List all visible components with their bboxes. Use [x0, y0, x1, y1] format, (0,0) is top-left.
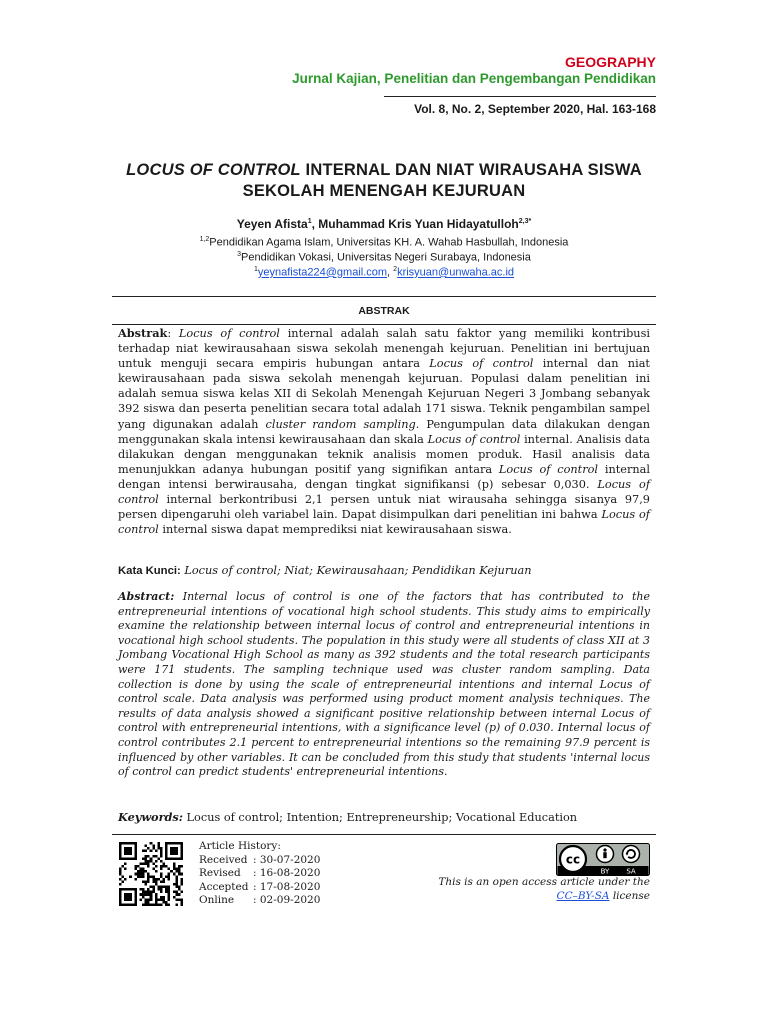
- email-2-sup: 2: [393, 266, 398, 273]
- author-2-sup: 2,3*: [518, 218, 532, 225]
- abstract-heading-box: [112, 296, 656, 325]
- abstrak-italic: Locus of control: [498, 462, 599, 476]
- email-separator: ,: [387, 266, 394, 279]
- history-row: [199, 894, 320, 908]
- abstrak-text: internal dan niat kewirausahaan pada siswa sekolah menengah kejuruan. Populasi dalam penelitian ini adalah semua siswa kelas XII di Sekolah Menengah Kejuruan Negeri 3 Jombang sebanyak 392 siswa dan peserta penelitian secara total adalah 171 siswa. Teknik pengambilan sampel yang digunakan adalah: [118, 357, 650, 431]
- license-line-2: [438, 889, 650, 903]
- keywords: [118, 810, 577, 824]
- history-row: [199, 881, 320, 895]
- abstrak-italic: cluster random sampling: [265, 417, 416, 431]
- abstrak-label: Abstrak: [118, 326, 168, 340]
- kata-kunci: [118, 564, 532, 577]
- abstrak-italic: Locus of control: [178, 327, 280, 340]
- abstrak-text: :: [167, 327, 179, 340]
- abstrak-text: internal siswa dapat memprediksi niat kewirausahaan siswa.: [158, 523, 512, 537]
- history-key: Accepted: [199, 880, 249, 893]
- history-value: : 16-08-2020: [253, 867, 321, 880]
- abstrak-text: internal dengan intensi berwirausaha, dengan tingkat signifikansi (p) sebesar 0,030.: [118, 462, 650, 491]
- abstrak-text: . Pengumpulan data dilakukan dengan menggunakan skala intensi kewirausahaan dan skala: [118, 417, 650, 446]
- abstrak-italic: Locus of control: [118, 477, 650, 507]
- email-1-sup: 1: [253, 266, 258, 273]
- license-line-1: This is an open access article under the: [438, 876, 650, 888]
- qr-code-icon[interactable]: [119, 842, 183, 906]
- email-2-link[interactable]: krisyuan@unwaha.ac.id: [397, 266, 515, 279]
- history-title: Article History:: [199, 840, 281, 852]
- abstrak-text: internal adalah salah satu faktor yang memiliki kontribusi terhadap niat kewirausahaan siswa sekolah menengah kejuruan. Penelitian ini bertujuan untuk menguji secara empiris hubungan antara: [118, 327, 650, 371]
- author-1: Yeyen Afista: [236, 217, 308, 231]
- abstract-heading: ABSTRAK: [358, 305, 410, 317]
- creative-commons-badge[interactable]: [556, 843, 650, 876]
- email-1-link[interactable]: yeynafista224@gmail.com: [257, 266, 388, 279]
- emails: [112, 266, 656, 279]
- issue-info: Vol. 8, No. 2, September 2020, Hal. 163-168: [414, 102, 656, 116]
- abstrak-paragraph: [118, 326, 650, 537]
- title-line2: SEKOLAH MENENGAH KEJURUAN: [242, 182, 526, 200]
- license-line-2-rest: license: [609, 890, 650, 902]
- history-key: Received: [199, 853, 248, 866]
- history-value: : 17-08-2020: [253, 880, 321, 893]
- affiliation-1-text: Pendidikan Agama Islam, Universitas KH. A. Wahab Hasbullah, Indonesia: [209, 236, 569, 249]
- kata-kunci-value: Locus of control; Niat; Kewirausahaan; Pendidikan Kejuruan: [180, 564, 532, 577]
- history-key: Online: [199, 894, 235, 907]
- sa-label: SA: [626, 867, 636, 876]
- abstract-en-label: Abstract:: [118, 590, 175, 603]
- abstract-en-text: Internal locus of control is one of the factors that has contributed to the entrepreneurial intentions of vocational high school students. This study aims to empirically examine the relationship between internal locus of control and entrepreneurial intentions in vocational high school students. The population in this study were all students of class XII at 3 Jombang Vocational High School as many as 392 students and the total research participants were 171 students. The sampling technique used was cluster random sampling. Data collection is done by using the scale of entrepreneurial intentions and internal Locus of control scale. Data analysis was performed using product moment analysis techniques. The results of data analysis showed a significant positive relationship between internal Locus of control with entrepreneurial intentions, with a significance level (p) of 0.030. Internal locus of control contributes 2.1 percent to entrepreneurial intentions so the remaining 97.9 percent is influenced by other variables. It can be concluded from this study that students 'internal locus of control can predict students' entrepreneurial intentions.: [118, 590, 650, 779]
- author-separator: ,: [311, 217, 319, 231]
- journal-subtitle: Jurnal Kajian, Penelitian dan Pengembangan Pendidikan: [292, 71, 656, 86]
- authors: [112, 217, 656, 231]
- history-value: : 02-09-2020: [253, 894, 321, 907]
- header-rule: [384, 96, 656, 97]
- affiliation-1: [112, 236, 656, 249]
- history-row: [199, 854, 320, 868]
- article-history: [199, 840, 320, 908]
- footer-rule: [112, 834, 656, 835]
- history-value: : 30-07-2020: [253, 853, 321, 866]
- abstrak-italic: Locus of control: [427, 432, 521, 446]
- history-row: [199, 867, 320, 881]
- history-key: Revised: [199, 867, 241, 880]
- abstrak-text: internal berkontribusi 2,1 persen untuk niat wirausaha sehingga sisanya 97,9 persen dipengaruhi oleh variabel lain. Dapat disimpulkan dari penelitian ini bahwa: [118, 493, 650, 522]
- affiliation-2-text: Pendidikan Vokasi, Universitas Negeri Surabaya, Indonesia: [241, 251, 531, 264]
- title-line1-rest: INTERNAL DAN NIAT WIRAUSAHA SISWA: [300, 161, 642, 179]
- affiliation-2: [112, 251, 656, 264]
- by-label: BY: [600, 867, 610, 876]
- keywords-label: Keywords:: [118, 810, 183, 824]
- affiliation-1-sup: 1,2: [199, 236, 210, 243]
- affiliation-2-sup: 3: [237, 251, 242, 258]
- cc-glyph: cc: [565, 852, 581, 867]
- title-italic-part: LOCUS OF CONTROL: [126, 161, 301, 179]
- license-text: [438, 875, 650, 903]
- journal-name: GEOGRAPHY: [564, 54, 656, 70]
- keywords-value: Locus of control; Intention; Entrepreneurship; Vocational Education: [182, 811, 578, 824]
- author-1-sup: 1: [307, 218, 312, 225]
- license-link[interactable]: CC–BY-SA: [556, 890, 610, 902]
- abstrak-italic: Locus of control: [118, 508, 650, 537]
- author-2: Muhammad Kris Yuan Hidayatulloh: [318, 217, 519, 231]
- abstrak-text: internal. Analisis data dilakukan dengan menggunakan teknik analisis momen produk. Hasil analisis data menunjukkan adanya hubungan positif yang signifikan antara: [118, 432, 650, 476]
- abstract-en-paragraph: [118, 590, 650, 780]
- article-title: [100, 160, 668, 202]
- abstrak-italic: Locus of control: [429, 357, 534, 371]
- kata-kunci-label: Kata Kunci:: [118, 565, 181, 577]
